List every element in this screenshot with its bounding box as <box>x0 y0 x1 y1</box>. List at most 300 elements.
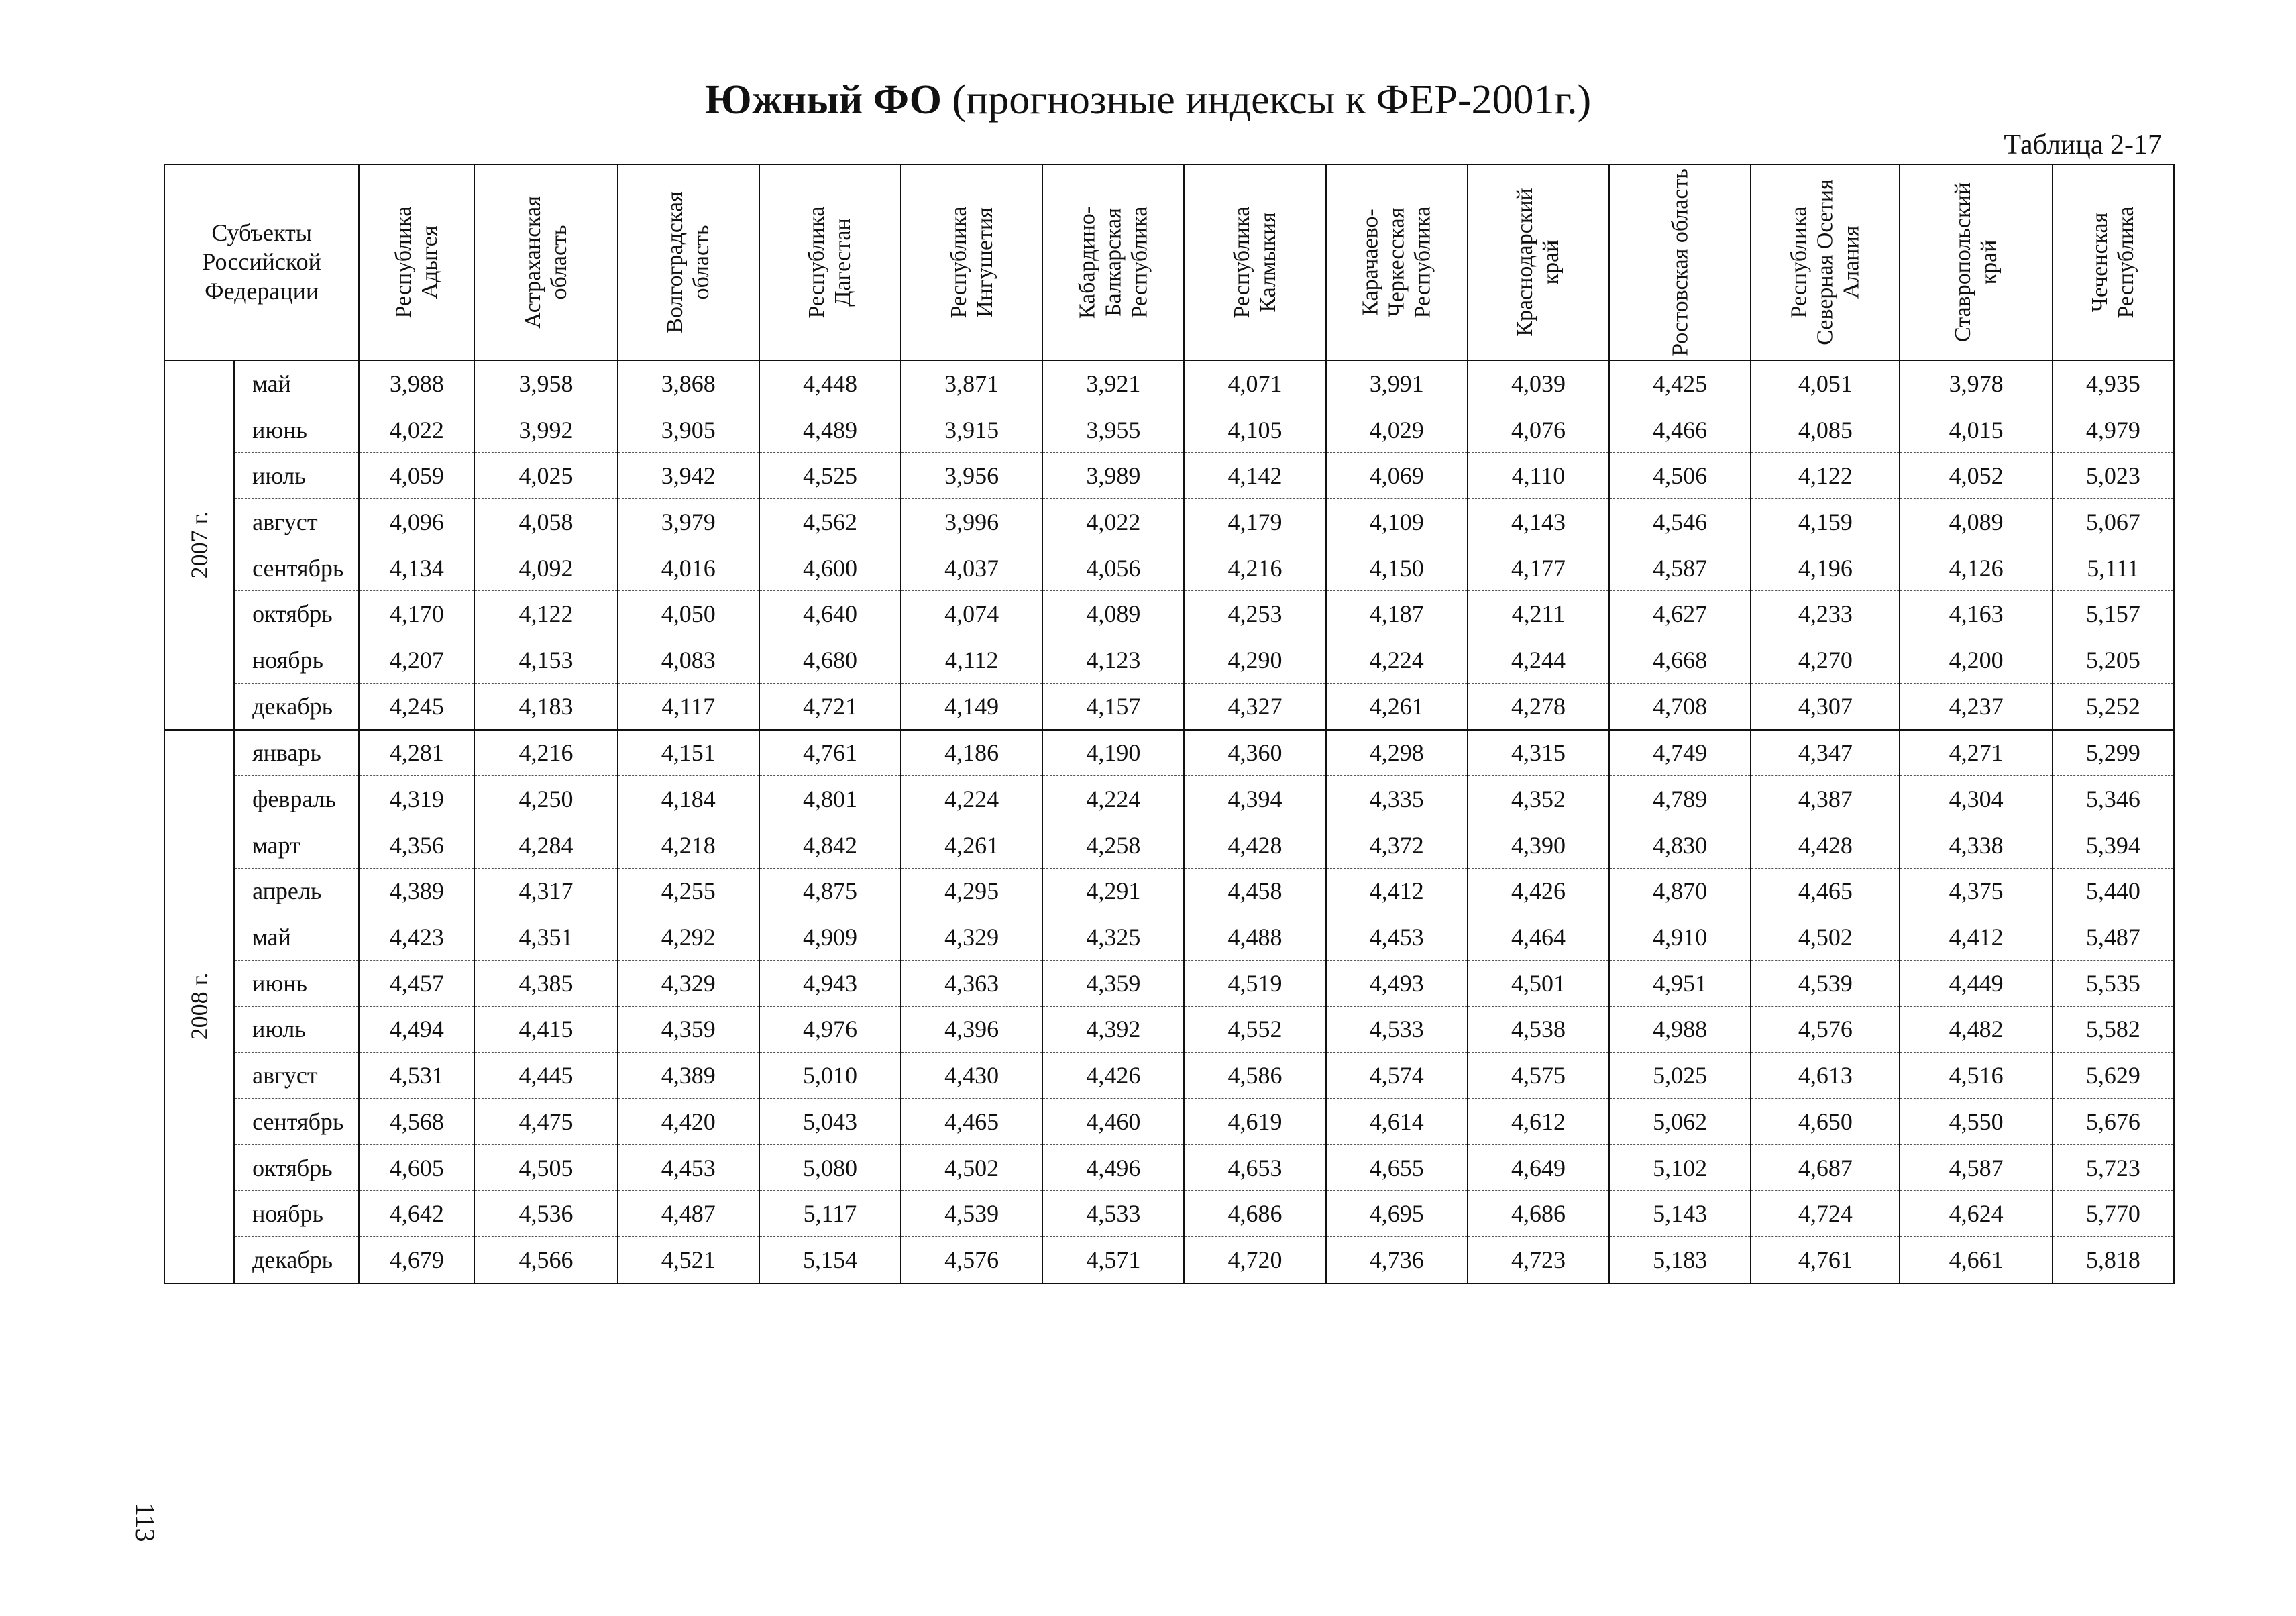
table-row <box>164 960 2174 1006</box>
value-cell: 4,489 <box>759 407 901 453</box>
value-cell: 4,605 <box>359 1144 474 1191</box>
month-cell: июнь <box>234 407 359 453</box>
value-cell: 4,627 <box>1609 591 1751 637</box>
value-cell: 4,458 <box>1184 868 1325 914</box>
value-cell: 4,196 <box>1751 545 1900 591</box>
value-cell: 4,089 <box>1042 591 1184 637</box>
value-cell: 5,394 <box>2053 822 2174 868</box>
value-cell: 4,290 <box>1184 637 1325 684</box>
value-cell: 4,250 <box>474 776 617 822</box>
value-cell: 4,496 <box>1042 1144 1184 1191</box>
value-cell: 4,412 <box>1900 914 2052 961</box>
value-cell: 4,112 <box>901 637 1042 684</box>
value-cell: 4,910 <box>1609 914 1751 961</box>
value-cell: 4,546 <box>1609 499 1751 545</box>
value-cell: 5,582 <box>2053 1006 2174 1053</box>
year-cell <box>164 360 234 730</box>
value-cell: 4,029 <box>1326 407 1468 453</box>
value-cell: 3,958 <box>474 360 617 407</box>
month-cell: июль <box>234 1006 359 1053</box>
value-cell: 4,109 <box>1326 499 1468 545</box>
value-cell: 4,058 <box>474 499 617 545</box>
value-cell: 4,550 <box>1900 1099 2052 1145</box>
value-cell: 4,385 <box>474 960 617 1006</box>
value-cell: 4,224 <box>1326 637 1468 684</box>
value-cell: 4,123 <box>1042 637 1184 684</box>
value-cell: 4,453 <box>1326 914 1468 961</box>
value-cell: 4,394 <box>1184 776 1325 822</box>
value-cell: 4,686 <box>1184 1191 1325 1237</box>
column-header-label: Республика Дагестан <box>804 206 856 319</box>
value-cell: 4,261 <box>901 822 1042 868</box>
value-cell: 4,233 <box>1751 591 1900 637</box>
value-cell: 4,319 <box>359 776 474 822</box>
value-cell: 4,842 <box>759 822 901 868</box>
value-cell: 4,449 <box>1900 960 2052 1006</box>
value-cell: 4,539 <box>901 1191 1042 1237</box>
value-cell: 4,292 <box>618 914 759 961</box>
value-cell: 4,237 <box>1900 683 2052 729</box>
column-header <box>1184 164 1325 360</box>
value-cell: 4,015 <box>1900 407 2052 453</box>
value-cell: 4,351 <box>474 914 617 961</box>
table-row <box>164 499 2174 545</box>
value-cell: 4,151 <box>618 730 759 776</box>
column-header-label: Астраханская область <box>520 196 572 329</box>
month-cell: май <box>234 360 359 407</box>
value-cell: 5,723 <box>2053 1144 2174 1191</box>
value-cell: 5,080 <box>759 1144 901 1191</box>
value-cell: 4,255 <box>618 868 759 914</box>
value-cell: 4,425 <box>1609 360 1751 407</box>
value-cell: 3,992 <box>474 407 617 453</box>
value-cell: 4,089 <box>1900 499 2052 545</box>
value-cell: 4,519 <box>1184 960 1325 1006</box>
value-cell: 4,142 <box>1184 453 1325 499</box>
value-cell: 4,935 <box>2053 360 2174 407</box>
value-cell: 4,420 <box>618 1099 759 1145</box>
value-cell: 4,761 <box>1751 1237 1900 1283</box>
header-row <box>164 164 2174 360</box>
value-cell: 4,668 <box>1609 637 1751 684</box>
column-header <box>1042 164 1184 360</box>
value-cell: 3,921 <box>1042 360 1184 407</box>
value-cell: 3,996 <box>901 499 1042 545</box>
table-row <box>164 453 2174 499</box>
value-cell: 4,315 <box>1468 730 1609 776</box>
value-cell: 5,111 <box>2053 545 2174 591</box>
value-cell: 4,327 <box>1184 683 1325 729</box>
value-cell: 4,389 <box>359 868 474 914</box>
value-cell: 4,695 <box>1326 1191 1468 1237</box>
value-cell: 5,025 <box>1609 1053 1751 1099</box>
value-cell: 4,347 <box>1751 730 1900 776</box>
year-label: 2008 г. <box>186 972 213 1040</box>
value-cell: 3,979 <box>618 499 759 545</box>
value-cell: 4,502 <box>901 1144 1042 1191</box>
value-cell: 4,096 <box>359 499 474 545</box>
value-cell: 4,453 <box>618 1144 759 1191</box>
value-cell: 4,976 <box>759 1006 901 1053</box>
value-cell: 5,154 <box>759 1237 901 1283</box>
value-cell: 4,258 <box>1042 822 1184 868</box>
table-row <box>164 1144 2174 1191</box>
value-cell: 4,801 <box>759 776 901 822</box>
value-cell: 4,506 <box>1609 453 1751 499</box>
value-cell: 3,991 <box>1326 360 1468 407</box>
table-row <box>164 1006 2174 1053</box>
value-cell: 5,770 <box>2053 1191 2174 1237</box>
value-cell: 4,281 <box>359 730 474 776</box>
value-cell: 4,586 <box>1184 1053 1325 1099</box>
value-cell: 5,205 <box>2053 637 2174 684</box>
value-cell: 4,126 <box>1900 545 2052 591</box>
month-cell: декабрь <box>234 683 359 729</box>
month-cell: август <box>234 499 359 545</box>
value-cell: 4,363 <box>901 960 1042 1006</box>
column-header <box>2053 164 2174 360</box>
value-cell: 4,298 <box>1326 730 1468 776</box>
value-cell: 3,978 <box>1900 360 2052 407</box>
value-cell: 4,576 <box>901 1237 1042 1283</box>
value-cell: 4,110 <box>1468 453 1609 499</box>
value-cell: 5,043 <box>759 1099 901 1145</box>
value-cell: 4,059 <box>359 453 474 499</box>
value-cell: 4,494 <box>359 1006 474 1053</box>
value-cell: 4,177 <box>1468 545 1609 591</box>
value-cell: 4,134 <box>359 545 474 591</box>
value-cell: 4,253 <box>1184 591 1325 637</box>
value-cell: 4,071 <box>1184 360 1325 407</box>
month-cell: март <box>234 822 359 868</box>
table-row <box>164 407 2174 453</box>
value-cell: 5,023 <box>2053 453 2174 499</box>
value-cell: 4,143 <box>1468 499 1609 545</box>
column-header-label: Ростовская область <box>1668 168 1693 356</box>
value-cell: 4,487 <box>618 1191 759 1237</box>
value-cell: 4,574 <box>1326 1053 1468 1099</box>
value-cell: 4,679 <box>359 1237 474 1283</box>
value-cell: 4,661 <box>1900 1237 2052 1283</box>
value-cell: 4,085 <box>1751 407 1900 453</box>
value-cell: 5,487 <box>2053 914 2174 961</box>
year-cell <box>164 730 234 1283</box>
value-cell: 5,010 <box>759 1053 901 1099</box>
value-cell: 5,440 <box>2053 868 2174 914</box>
value-cell: 4,092 <box>474 545 617 591</box>
value-cell: 4,493 <box>1326 960 1468 1006</box>
value-cell: 4,216 <box>474 730 617 776</box>
value-cell: 4,224 <box>901 776 1042 822</box>
value-cell: 4,465 <box>901 1099 1042 1145</box>
column-header-label: Ставропольский край <box>1951 182 2002 342</box>
value-cell: 4,295 <box>901 868 1042 914</box>
value-cell: 4,122 <box>474 591 617 637</box>
value-cell: 4,761 <box>759 730 901 776</box>
value-cell: 4,117 <box>618 683 759 729</box>
value-cell: 4,360 <box>1184 730 1325 776</box>
value-cell: 4,304 <box>1900 776 2052 822</box>
value-cell: 4,723 <box>1468 1237 1609 1283</box>
month-cell: сентябрь <box>234 1099 359 1145</box>
value-cell: 4,211 <box>1468 591 1609 637</box>
page-title-rest: (прогнозные индексы к ФЕР-2001г.) <box>941 77 1592 123</box>
value-cell: 4,170 <box>359 591 474 637</box>
value-cell: 4,482 <box>1900 1006 2052 1053</box>
page-number: 113 <box>130 1503 160 1542</box>
value-cell: 4,875 <box>759 868 901 914</box>
table-row <box>164 1099 2174 1145</box>
value-cell: 4,187 <box>1326 591 1468 637</box>
value-cell: 4,076 <box>1468 407 1609 453</box>
value-cell: 4,159 <box>1751 499 1900 545</box>
month-cell: август <box>234 1053 359 1099</box>
value-cell: 4,475 <box>474 1099 617 1145</box>
value-cell: 4,037 <box>901 545 1042 591</box>
value-cell: 4,552 <box>1184 1006 1325 1053</box>
value-cell: 4,372 <box>1326 822 1468 868</box>
value-cell: 4,653 <box>1184 1144 1325 1191</box>
table-number: Таблица 2-17 <box>2004 129 2162 160</box>
table-body <box>164 360 2174 1283</box>
value-cell: 5,252 <box>2053 683 2174 729</box>
table-row <box>164 1053 2174 1099</box>
table-row <box>164 1237 2174 1283</box>
column-header <box>1468 164 1609 360</box>
value-cell: 4,600 <box>759 545 901 591</box>
value-cell: 3,871 <box>901 360 1042 407</box>
value-cell: 4,278 <box>1468 683 1609 729</box>
value-cell: 5,299 <box>2053 730 2174 776</box>
value-cell: 4,389 <box>618 1053 759 1099</box>
value-cell: 4,502 <box>1751 914 1900 961</box>
value-cell: 4,525 <box>759 453 901 499</box>
value-cell: 4,179 <box>1184 499 1325 545</box>
value-cell: 4,488 <box>1184 914 1325 961</box>
value-cell: 4,050 <box>618 591 759 637</box>
value-cell: 4,216 <box>1184 545 1325 591</box>
month-cell: июль <box>234 453 359 499</box>
value-cell: 3,942 <box>618 453 759 499</box>
value-cell: 4,052 <box>1900 453 2052 499</box>
value-cell: 4,650 <box>1751 1099 1900 1145</box>
table-row <box>164 822 2174 868</box>
value-cell: 4,576 <box>1751 1006 1900 1053</box>
value-cell: 4,039 <box>1468 360 1609 407</box>
value-cell: 3,988 <box>359 360 474 407</box>
value-cell: 3,989 <box>1042 453 1184 499</box>
value-cell: 4,390 <box>1468 822 1609 868</box>
table-header <box>164 164 2174 360</box>
month-cell: июнь <box>234 960 359 1006</box>
month-cell: ноябрь <box>234 637 359 684</box>
value-cell: 4,426 <box>1042 1053 1184 1099</box>
value-cell: 4,943 <box>759 960 901 1006</box>
value-cell: 4,613 <box>1751 1053 1900 1099</box>
value-cell: 4,307 <box>1751 683 1900 729</box>
value-cell: 4,624 <box>1900 1191 2052 1237</box>
value-cell: 4,356 <box>359 822 474 868</box>
month-cell: октябрь <box>234 1144 359 1191</box>
value-cell: 4,430 <box>901 1053 1042 1099</box>
value-cell: 4,457 <box>359 960 474 1006</box>
value-cell: 4,359 <box>1042 960 1184 1006</box>
value-cell: 4,150 <box>1326 545 1468 591</box>
value-cell: 4,387 <box>1751 776 1900 822</box>
value-cell: 4,375 <box>1900 868 2052 914</box>
month-cell: ноябрь <box>234 1191 359 1237</box>
value-cell: 4,392 <box>1042 1006 1184 1053</box>
value-cell: 5,676 <box>2053 1099 2174 1145</box>
page-title <box>0 79 2296 121</box>
value-cell: 4,335 <box>1326 776 1468 822</box>
value-cell: 4,105 <box>1184 407 1325 453</box>
value-cell: 4,614 <box>1326 1099 1468 1145</box>
value-cell: 4,200 <box>1900 637 2052 684</box>
table-row <box>164 914 2174 961</box>
index-table <box>164 164 2175 1284</box>
value-cell: 4,649 <box>1468 1144 1609 1191</box>
page-title-bold: Южный ФО <box>704 77 942 123</box>
value-cell: 4,245 <box>359 683 474 729</box>
value-cell: 4,016 <box>618 545 759 591</box>
value-cell: 4,979 <box>2053 407 2174 453</box>
value-cell: 4,412 <box>1326 868 1468 914</box>
value-cell: 4,531 <box>359 1053 474 1099</box>
value-cell: 4,539 <box>1751 960 1900 1006</box>
value-cell: 4,501 <box>1468 960 1609 1006</box>
column-header <box>759 164 901 360</box>
table-row <box>164 637 2174 684</box>
month-cell: февраль <box>234 776 359 822</box>
table-row <box>164 683 2174 729</box>
table-row <box>164 730 2174 776</box>
table-row <box>164 591 2174 637</box>
value-cell: 4,721 <box>759 683 901 729</box>
value-cell: 4,575 <box>1468 1053 1609 1099</box>
value-cell: 4,642 <box>359 1191 474 1237</box>
value-cell: 4,538 <box>1468 1006 1609 1053</box>
value-cell: 4,720 <box>1184 1237 1325 1283</box>
value-cell: 4,505 <box>474 1144 617 1191</box>
value-cell: 4,428 <box>1184 822 1325 868</box>
value-cell: 4,562 <box>759 499 901 545</box>
value-cell: 4,708 <box>1609 683 1751 729</box>
value-cell: 4,022 <box>359 407 474 453</box>
value-cell: 4,568 <box>359 1099 474 1145</box>
value-cell: 4,183 <box>474 683 617 729</box>
value-cell: 4,329 <box>901 914 1042 961</box>
value-cell: 3,955 <box>1042 407 1184 453</box>
year-label: 2007 г. <box>186 510 213 579</box>
value-cell: 4,056 <box>1042 545 1184 591</box>
value-cell: 5,629 <box>2053 1053 2174 1099</box>
month-cell: сентябрь <box>234 545 359 591</box>
value-cell: 4,464 <box>1468 914 1609 961</box>
value-cell: 3,868 <box>618 360 759 407</box>
value-cell: 3,915 <box>901 407 1042 453</box>
value-cell: 4,680 <box>759 637 901 684</box>
column-header <box>1900 164 2052 360</box>
value-cell: 4,359 <box>618 1006 759 1053</box>
value-cell: 4,988 <box>1609 1006 1751 1053</box>
table-row <box>164 1191 2174 1237</box>
value-cell: 4,566 <box>474 1237 617 1283</box>
value-cell: 5,818 <box>2053 1237 2174 1283</box>
value-cell: 3,905 <box>618 407 759 453</box>
column-header-label: Республика Калмыкия <box>1229 206 1281 319</box>
value-cell: 5,183 <box>1609 1237 1751 1283</box>
value-cell: 4,460 <box>1042 1099 1184 1145</box>
value-cell: 4,587 <box>1609 545 1751 591</box>
value-cell: 4,338 <box>1900 822 2052 868</box>
corner-header: Субъекты Российской Федерации <box>164 164 359 360</box>
table-row <box>164 545 2174 591</box>
value-cell: 4,870 <box>1609 868 1751 914</box>
value-cell: 5,157 <box>2053 591 2174 637</box>
value-cell: 4,352 <box>1468 776 1609 822</box>
value-cell: 4,163 <box>1900 591 2052 637</box>
column-header-label: Карачаево-Черкесская Республика <box>1358 206 1435 319</box>
value-cell: 4,426 <box>1468 868 1609 914</box>
value-cell: 4,207 <box>359 637 474 684</box>
month-cell: январь <box>234 730 359 776</box>
value-cell: 4,466 <box>1609 407 1751 453</box>
value-cell: 4,789 <box>1609 776 1751 822</box>
value-cell: 4,521 <box>618 1237 759 1283</box>
value-cell: 4,122 <box>1751 453 1900 499</box>
value-cell: 4,686 <box>1468 1191 1609 1237</box>
value-cell: 4,516 <box>1900 1053 2052 1099</box>
month-cell: декабрь <box>234 1237 359 1283</box>
column-header <box>618 164 759 360</box>
value-cell: 4,083 <box>618 637 759 684</box>
value-cell: 4,571 <box>1042 1237 1184 1283</box>
month-cell: апрель <box>234 868 359 914</box>
value-cell: 4,640 <box>759 591 901 637</box>
value-cell: 4,415 <box>474 1006 617 1053</box>
value-cell: 5,062 <box>1609 1099 1751 1145</box>
value-cell: 4,074 <box>901 591 1042 637</box>
column-header-label: Республика Ингушетия <box>946 206 997 319</box>
value-cell: 4,533 <box>1326 1006 1468 1053</box>
value-cell: 4,218 <box>618 822 759 868</box>
value-cell: 4,069 <box>1326 453 1468 499</box>
month-cell: октябрь <box>234 591 359 637</box>
value-cell: 4,830 <box>1609 822 1751 868</box>
column-header <box>901 164 1042 360</box>
column-header <box>474 164 617 360</box>
column-header-label: Краснодарский край <box>1513 188 1564 337</box>
value-cell: 4,291 <box>1042 868 1184 914</box>
value-cell: 4,157 <box>1042 683 1184 729</box>
value-cell: 5,102 <box>1609 1144 1751 1191</box>
value-cell: 4,244 <box>1468 637 1609 684</box>
column-header-label: Кабардино-Балкарская Республика <box>1075 205 1152 319</box>
column-header <box>1609 164 1751 360</box>
value-cell: 4,736 <box>1326 1237 1468 1283</box>
value-cell: 4,909 <box>759 914 901 961</box>
column-header-label: Чеченская Республика <box>2087 206 2139 319</box>
value-cell: 4,396 <box>901 1006 1042 1053</box>
table-row <box>164 776 2174 822</box>
value-cell: 4,536 <box>474 1191 617 1237</box>
value-cell: 4,587 <box>1900 1144 2052 1191</box>
value-cell: 5,067 <box>2053 499 2174 545</box>
column-header-label: Республика Северная Осетия Алания <box>1786 179 1864 345</box>
value-cell: 4,687 <box>1751 1144 1900 1191</box>
value-cell: 3,956 <box>901 453 1042 499</box>
